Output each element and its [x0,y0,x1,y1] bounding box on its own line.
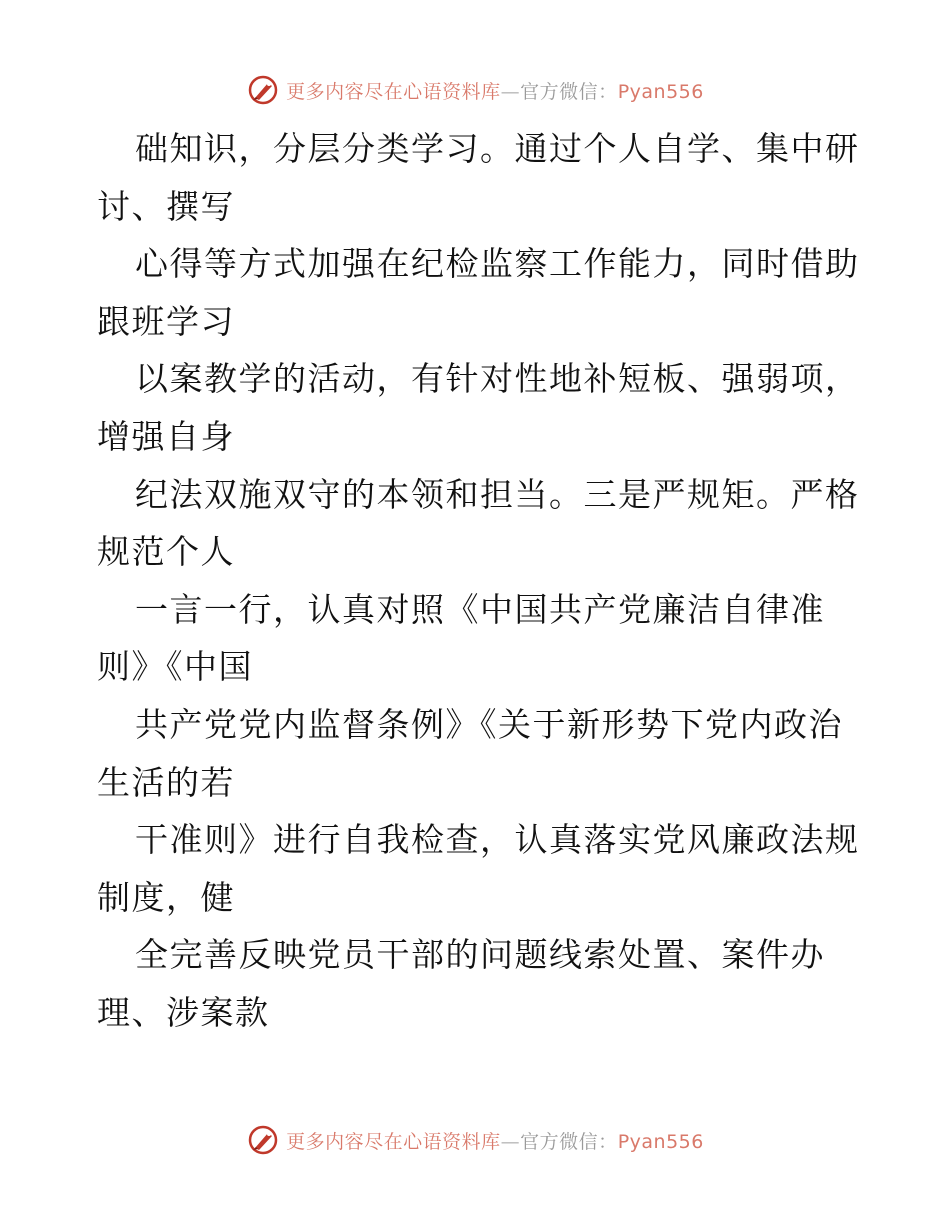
body-line: 以案教学的活动，有针对性地补短板、强弱项， [135,359,860,399]
body-line: 跟班学习 [97,301,235,341]
watermark-label: 官方微信： [520,80,618,103]
watermark-text [286,77,704,104]
watermark-separator: — [500,80,521,103]
body-line: 础知识，分层分类学习。通过个人自学、集中研 [135,129,860,168]
document-body [97,120,867,1042]
body-line: 全完善反映党员干部的问题线索处置、案件办 [135,935,825,975]
watermark-label: 官方微信： [520,1130,618,1153]
watermark-main: 更多内容尽在心语资料库 [286,1130,501,1153]
watermark-wechat-id: Pyan556 [617,1130,704,1153]
pen-logo-icon [246,73,280,107]
body-line: 干准则》进行自我检查，认真落实党风廉政法规 [135,820,860,860]
watermark-separator: — [500,1130,521,1153]
watermark-wechat-id: Pyan556 [617,80,704,103]
watermark-text [286,1127,704,1154]
body-line: 增强自身 [97,416,235,456]
body-line: 理、涉案款 [97,992,270,1032]
footer-watermark [0,1120,950,1160]
body-line: 共产党党内监督条例》《关于新形势下党内政治 [135,704,843,744]
body-line: 则》《中国 [97,647,253,687]
watermark-main: 更多内容尽在心语资料库 [286,80,501,103]
body-line: 纪法双施双守的本领和担当。三是严规矩。严格 [135,474,860,514]
body-line: 生活的若 [97,762,235,802]
body-line: 讨、撰写 [97,186,235,226]
pen-logo-icon [246,1123,280,1157]
body-line: 制度，健 [97,877,235,917]
header-watermark [0,70,950,110]
body-line: 规范个人 [97,532,235,572]
body-line: 一言一行，认真对照《中国共产党廉洁自律准 [135,589,825,629]
body-line: 心得等方式加强在纪检监察工作能力，同时借助 [135,244,860,284]
